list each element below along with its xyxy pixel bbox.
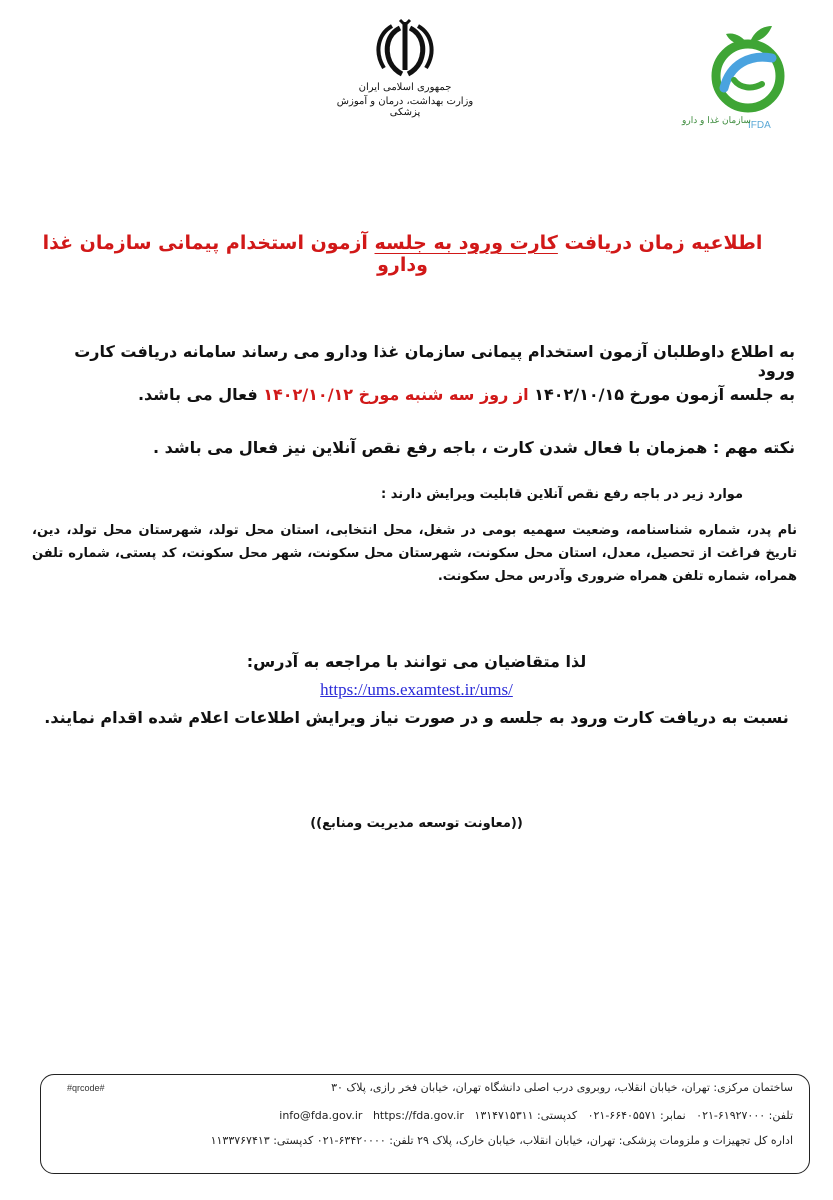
address-intro: لذا متقاضیان می توانند با مراجعه به آدرس:	[246, 652, 587, 671]
ifda-label-en: IFDA	[748, 120, 771, 131]
editable-items-heading: موارد زیر در باجه رفع نقص آنلاین قابلیت ویرایش دارند :	[381, 487, 743, 502]
important-note: نکته مهم : همزمان با فعال شدن کارت ، باجه رفع نقص آنلاین نیز فعال می باشد .	[152, 438, 795, 457]
footer-address-central: ساختمان مرکزی: تهران، خیابان انقلاب، روبروی درب اصلی دانشگاه تهران، خیابان فخر رازی، پلاک ۳۰	[331, 1081, 793, 1094]
footer-website[interactable]: https://fda.gov.ir	[372, 1109, 464, 1122]
editable-items-list: نام پدر، شماره شناسنامه، وضعیت سهمیه بومی در شغل، محل انتخابی، استان محل تولد، شهرستان محل تولد، دین، تاریخ فراغت از تحصیل، معدل، استان محل سکونت، شهرستان محل سکونت، شهر محل سکونت، کد پستی، شماره تلفن همراه، شماره تلفن همراه ضروری وآدرس محل سکونت.	[32, 523, 797, 584]
exam-portal-link[interactable]: https://ums.examtest.ir/ums/	[320, 680, 513, 699]
iran-emblem-icon	[370, 18, 440, 80]
paragraph-dates	[35, 385, 795, 404]
footer-postal: کدپستی: ۱۳۱۴۷۱۵۳۱۱	[474, 1109, 578, 1122]
exam-date-text: به جلسه آزمون مورخ ۱۴۰۲/۱۰/۱۵	[528, 385, 795, 404]
footer-box	[40, 1074, 810, 1174]
footer-phone: تلفن: ۶۱۹۲۷۰۰۰-۰۲۱	[696, 1109, 793, 1122]
footer-fax: نمابر: ۶۶۴۰۵۵۷۱-۰۲۱	[587, 1109, 686, 1122]
title-part-2: آزمون استخدام پیمانی سازمان غذا ودارو	[42, 232, 428, 276]
footer-email[interactable]: info@fda.gov.ir	[279, 1109, 363, 1122]
signature: ((معاونت توسعه مدیریت ومنابع))	[310, 816, 523, 831]
title-part-1: اطلاعیه زمان دریافت	[557, 232, 763, 254]
ministry-emblem	[330, 18, 480, 128]
footer-address-equipment: اداره کل تجهیزات و ملزومات پزشکی: تهران، خیابان انقلاب، خیابان خارک، پلاک ۲۹ تلفن: ۶۳۴۲۰۰۰۰-۰۲۱ کدپستی: ۱۱۳۳۷۶۷۴۱۳	[210, 1134, 793, 1147]
active-text: فعال می باشد.	[137, 385, 264, 404]
title-underlined: کارت ورود به جلسه	[374, 232, 558, 254]
ifda-logo	[682, 18, 805, 138]
activation-date-text: از روز سه شنبه مورخ ۱۴۰۲/۱۰/۱۲	[263, 385, 529, 404]
instruction-text: نسبت به دریافت کارت ورود به جلسه و در صورت نیاز ویرایش اطلاعات اعلام شده اقدام نمایند.	[44, 708, 789, 727]
paragraph-intro: به اطلاع داوطلبان آزمون استخدام پیمانی سازمان غذا ودارو می رساند سامانه دریافت کارت ورود	[74, 342, 795, 381]
footer-contact-line	[279, 1109, 793, 1122]
qrcode-placeholder: #qrcode#	[67, 1083, 105, 1093]
ifda-label-fa: سازمان غذا و دارو	[682, 116, 751, 126]
emblem-caption-ministry: وزارت بهداشت، درمان و آموزش پزشکی	[336, 96, 474, 118]
emblem-caption-country: جمهوری اسلامی ایران	[358, 82, 452, 93]
ifda-logo-icon	[690, 18, 805, 118]
announcement-title	[40, 232, 765, 276]
